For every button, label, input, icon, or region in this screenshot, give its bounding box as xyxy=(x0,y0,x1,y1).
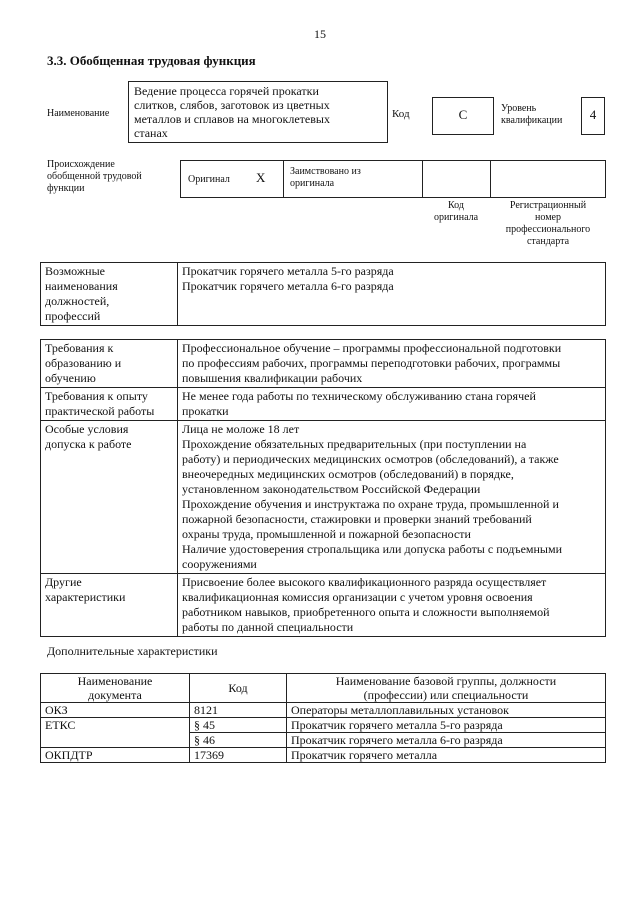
code-original-caption: Код оригинала xyxy=(433,200,479,223)
additional-title: Дополнительные характеристики xyxy=(47,644,218,658)
header-doc: Наименование документа xyxy=(41,674,190,703)
positions-values: Прокатчик горячего металла 5-го разряда Прокатчик горячего металла 6-го разряда xyxy=(178,263,606,326)
req-value: Не менее года работы по техническому обслуживанию стана горячей прокатки xyxy=(178,388,606,421)
origin-divider-1 xyxy=(283,160,284,198)
req-row-education xyxy=(41,340,606,388)
origin-box xyxy=(180,160,606,198)
row-name: Прокатчик горячего металла xyxy=(287,748,606,763)
row-name: Прокатчик горячего металла 5-го разряда xyxy=(287,718,606,733)
row-doc: ОКЗ xyxy=(41,703,190,718)
req-value: Профессиональное обучение – программы профессиональной подготовки по профессиям рабочих, программы переподготовки рабочих, программы повышения квалификации рабочих xyxy=(178,340,606,388)
table-row xyxy=(41,718,606,733)
req-label: Требования к опыту практической работы xyxy=(41,388,178,421)
additional-header-row xyxy=(41,674,606,703)
row-name: Операторы металлоплавильных установок xyxy=(287,703,606,718)
row-code: § 46 xyxy=(190,733,287,748)
original-mark: X xyxy=(256,170,266,185)
name-label: Наименование xyxy=(47,108,110,119)
row-code: § 45 xyxy=(190,718,287,733)
additional-table xyxy=(40,673,606,763)
req-row-special-conditions xyxy=(41,421,606,574)
row-code: 17369 xyxy=(190,748,287,763)
row-doc: ОКПДТР xyxy=(41,748,190,763)
function-name: Ведение процесса горячей прокатки слитков, слябов, заготовок из цветных металлов и сплавов на многоклетевых станах xyxy=(134,84,330,140)
row-doc xyxy=(41,733,190,748)
code-value: C xyxy=(458,107,468,122)
req-label: Требования к образованию и обучению xyxy=(41,340,178,388)
positions-row xyxy=(41,263,606,326)
original-label: Оригинал xyxy=(188,174,230,185)
row-code: 8121 xyxy=(190,703,287,718)
row-name: Прокатчик горячего металла 6-го разряда xyxy=(287,733,606,748)
requirements-table xyxy=(40,339,606,637)
req-value: Присвоение более высокого квалификационного разряда осуществляет квалификационная комиссия организации с учетом уровня освоения работником навыков, приобретенного опыта и сложности выполняемой работы по данной специальности xyxy=(178,574,606,637)
positions-table xyxy=(40,262,606,326)
section-title: 3.3. Обобщенная трудовая функция xyxy=(47,53,256,68)
reg-number-caption: Регистрационный номер профессионального стандарта xyxy=(505,200,591,247)
req-row-experience xyxy=(41,388,606,421)
req-value: Лица не моложе 18 лет Прохождение обязательных предварительных (при поступлении на работу) и периодических медицинских осмотров (обследований), а также внеочередных медицинских осмотров (обследований) в порядке, установленном законодательством Российской Федерации Прохождение обучения и инструктажа по охране труда, промышленной и пожарной безопасности, стажировки и проверки знаний требований охраны труда, промышленной и пожарной безопасности Наличие удостоверения стропальщика или допуска работы с подъемными сооружениями xyxy=(178,421,606,574)
header-name: Наименование базовой группы, должности (профессии) или специальности xyxy=(287,674,606,703)
positions-label: Возможные наименования должностей, профессий xyxy=(41,263,178,326)
req-label: Особые условия допуска к работе xyxy=(41,421,178,574)
page-number: 15 xyxy=(314,27,326,41)
code-label: Код xyxy=(392,108,410,120)
header-code: Код xyxy=(190,674,287,703)
table-row xyxy=(41,748,606,763)
origin-divider-2 xyxy=(422,160,423,198)
borrowed-label: Заимствовано из оригинала xyxy=(290,166,361,189)
row-doc: ЕТКС xyxy=(41,718,190,733)
origin-divider-3 xyxy=(490,160,491,198)
table-row xyxy=(41,703,606,718)
req-label: Другие характеристики xyxy=(41,574,178,637)
origin-label: Происхождение обобщенной трудовой функции xyxy=(47,159,142,194)
req-row-other xyxy=(41,574,606,637)
table-row xyxy=(41,733,606,748)
level-label: Уровень квалификации xyxy=(501,103,563,126)
level-value: 4 xyxy=(589,107,597,122)
